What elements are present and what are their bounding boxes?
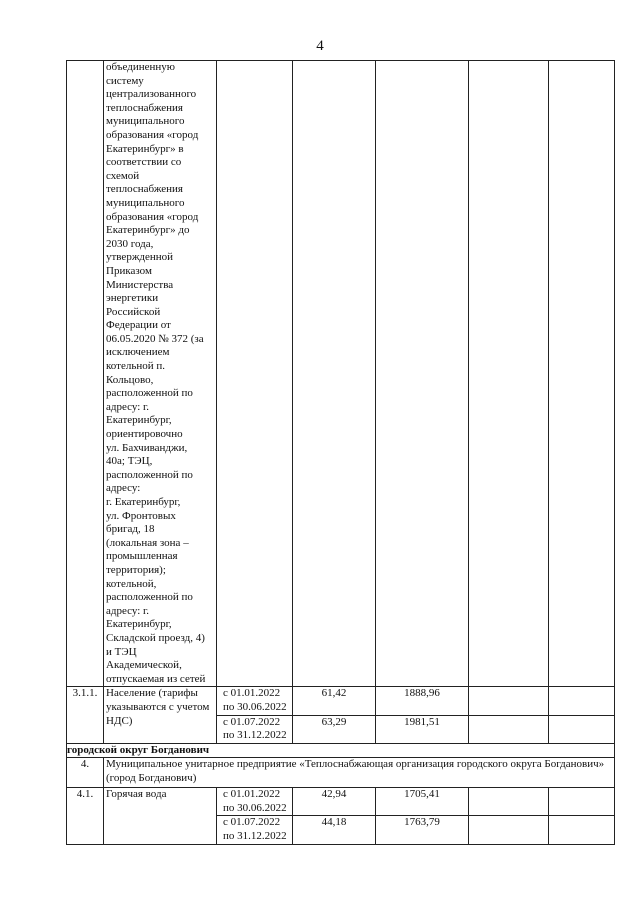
value-cell: 1981,51 — [376, 715, 469, 743]
cell-empty — [549, 715, 615, 743]
row-number: 4.1. — [67, 788, 104, 844]
organization-name: Муниципальное унитарное предприятие «Теплоснабжающая организация городского округа Богданович» (город Богданович) — [104, 758, 615, 788]
row-number: 4. — [67, 758, 104, 788]
table-row — [67, 758, 615, 788]
cell-empty — [549, 788, 615, 816]
value-cell: 61,42 — [293, 687, 376, 715]
row-name: Горячая вода — [104, 788, 217, 844]
region-header: городской округ Богданович — [67, 743, 615, 758]
value-cell: 44,18 — [293, 816, 376, 844]
value-cell: 1763,79 — [376, 816, 469, 844]
cell-empty — [217, 61, 293, 687]
period-cell: с 01.01.2022 по 30.06.2022 — [217, 687, 293, 715]
cell-empty — [67, 61, 104, 687]
cell-empty — [469, 816, 549, 844]
cell-empty — [293, 61, 376, 687]
cell-empty — [469, 788, 549, 816]
cell-empty — [549, 61, 615, 687]
row-number: 3.1.1. — [67, 687, 104, 743]
cell-empty — [376, 61, 469, 687]
value-cell: 42,94 — [293, 788, 376, 816]
tariff-table — [66, 60, 615, 845]
period-cell: с 01.07.2022 по 31.12.2022 — [217, 816, 293, 844]
value-cell: 63,29 — [293, 715, 376, 743]
cell-empty — [549, 816, 615, 844]
cell-empty — [469, 715, 549, 743]
cell-empty — [549, 687, 615, 715]
page-number: 4 — [316, 38, 324, 54]
period-cell: с 01.07.2022 по 31.12.2022 — [217, 715, 293, 743]
table-row — [67, 687, 615, 715]
value-cell: 1705,41 — [376, 788, 469, 816]
value-cell: 1888,96 — [376, 687, 469, 715]
period-cell: с 01.01.2022 по 30.06.2022 — [217, 788, 293, 816]
cell-empty — [469, 687, 549, 715]
continued-description: объединенную систему централизованного теплоснабжения муниципального образования «город Екатеринбург» в соответствии со схемой теплоснабжения муниципального образования «город Екатеринбург» до 2030 года, утвержденной Приказом Министерства энергетики Российской Федерации от 06.05.2020 № 372 (за исключением котельной п. Кольцово, расположенной по адресу: г. Екатеринбург, ориентировочно ул. Бахчиванджи, 40а; ТЭЦ, расположенной по адресу: г. Екатеринбург, ул. Фронтовых бригад, 18 (локальная зона – промышленная территория); котельной, расположенной по адресу: г. Екатеринбург, Складской проезд, 4) и ТЭЦ Академической, отпускаемая из сетей — [104, 61, 217, 687]
continued-row — [67, 61, 615, 687]
region-row — [67, 743, 615, 758]
row-name: Население (тарифы указываются с учетом НДС) — [104, 687, 217, 743]
table-row — [67, 788, 615, 816]
cell-empty — [469, 61, 549, 687]
